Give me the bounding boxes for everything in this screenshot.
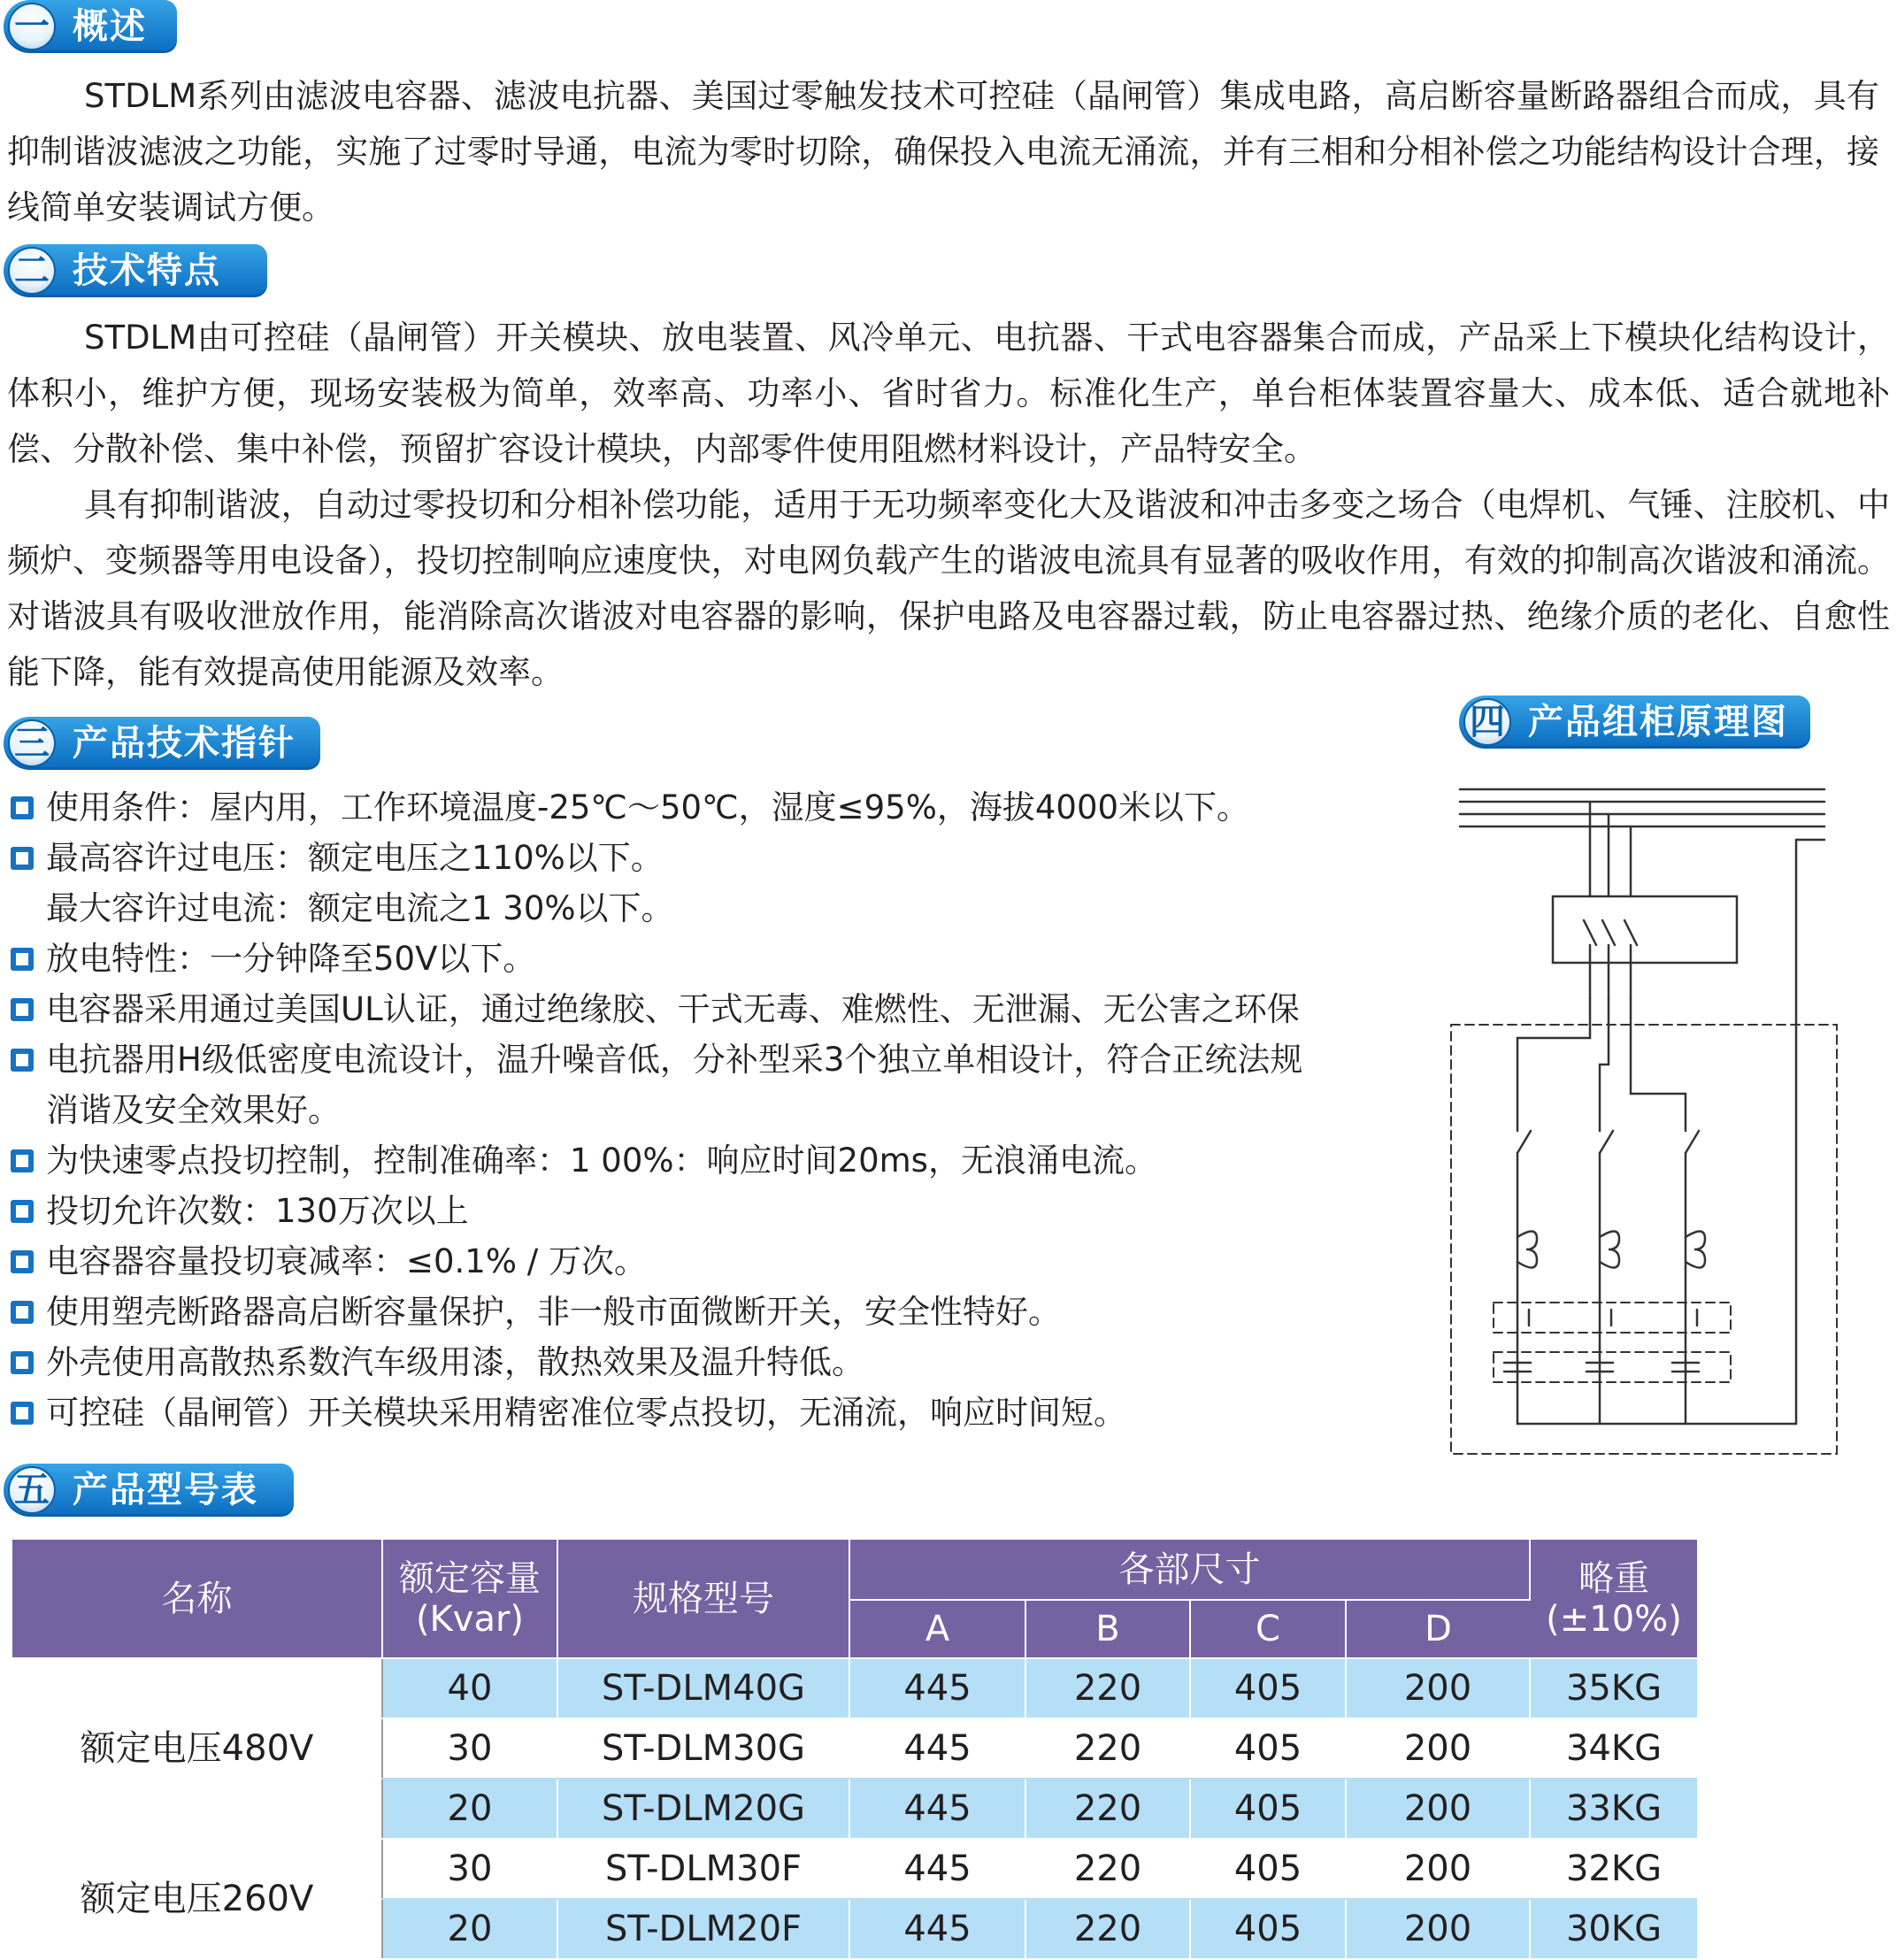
section-header-diagram: [1459, 696, 1810, 749]
square-bullet-icon: [11, 1149, 34, 1172]
dim-c-cell: 405: [1190, 1779, 1346, 1839]
capacity-cell: 30: [382, 1839, 557, 1899]
weight-cell: 30KG: [1530, 1899, 1697, 1959]
dim-d-cell: 200: [1346, 1899, 1530, 1959]
square-bullet-icon: [11, 796, 34, 819]
square-bullet-icon: [11, 948, 34, 971]
square-bullet-icon: [11, 1049, 34, 1072]
dim-c-cell: 405: [1190, 1718, 1346, 1779]
dim-d-cell: 200: [1346, 1839, 1530, 1899]
section-number-badge: 一: [8, 3, 56, 50]
weight-cell: 33KG: [1530, 1779, 1697, 1839]
dim-a-cell: 445: [849, 1718, 1025, 1779]
voltage-group-name: 额定电压480V: [12, 1658, 382, 1839]
section-header-features: [4, 244, 267, 297]
col-header-capacity: 额定容量 (Kvar): [382, 1540, 557, 1658]
features-paragraph-2: 具有抑制谐波，自动过零投切和分相补偿功能，适用于无功频率变化大及谐波和冲击多变之场合（电焊机、气锤、注胶机、中频炉、变频器等用电设备），投切控制响应速度快，对电网负载产生的谐波电流具有显著的吸收作用，有效的抑制高次谐波和涌流。对谐波具有吸收泄放作用，能消除高次谐波对电容器的影响，保护电路及电容器过载，防止电容器过热、绝缘介质的老化、自愈性能下降，能有效提高使用能源及效率。: [7, 486, 1890, 691]
dim-b-cell: 220: [1025, 1839, 1190, 1899]
section-header-specs: [4, 717, 320, 770]
square-bullet-icon: [11, 1351, 34, 1374]
section-title: 技术特点: [73, 250, 221, 291]
model-table: [12, 1540, 1697, 1960]
model-cell: ST-DLM40G: [557, 1658, 849, 1718]
dim-a-cell: 445: [849, 1779, 1025, 1839]
col-header-model: 规格型号: [557, 1540, 849, 1658]
spec-item: 使用塑壳断路器高启断容量保护，非一般市面微断开关，安全性特好。: [0, 1287, 1385, 1337]
spec-item: 投切允许次数：130万次以上: [0, 1186, 1385, 1236]
section-title: 产品技术指针: [73, 723, 296, 764]
col-header-c: C: [1190, 1600, 1346, 1658]
col-header-weight: 略重 (±10%): [1530, 1540, 1697, 1658]
square-bullet-icon: [11, 998, 34, 1021]
cabinet-schematic-diagram: [1442, 777, 1840, 1458]
dim-c-cell: 405: [1190, 1839, 1346, 1899]
spec-item-continued: 最大容许过电流：额定电流之1 30%以下。: [46, 889, 674, 927]
spec-item: 为快速零点投切控制，控制准确率：1 00%：响应时间20ms，无浪涌电流。: [0, 1135, 1385, 1186]
model-cell: ST-DLM30F: [557, 1839, 849, 1899]
square-bullet-icon: [11, 1200, 34, 1223]
spec-item: 可控硅（晶闸管）开关模块采用精密准位零点投切，无涌流，响应时间短。: [0, 1387, 1385, 1438]
dim-b-cell: 220: [1025, 1658, 1190, 1718]
capacity-cell: 40: [382, 1658, 557, 1718]
square-bullet-icon: [11, 1301, 34, 1324]
section-title: 概述: [73, 6, 147, 47]
model-cell: ST-DLM30G: [557, 1718, 849, 1779]
features-paragraph-1: STDLM由可控硅（晶闸管）开关模块、放电装置、风冷单元、电抗器、干式电容器集合而成，产品采上下模块化结构设计，体积小，维护方便，现场安装极为简单，效率高、功率小、省时省力。标准化生产，单台柜体装置容量大、成本低、适合就地补偿、分散补偿、集中补偿，预留扩容设计模块，内部零件使用阻燃材料设计，产品特安全。: [7, 319, 1890, 468]
section-header-overview: [4, 0, 177, 53]
spec-item: 使用条件：屋内用，工作环境温度-25℃～50℃，湿度≤95%，海拔4000米以下。: [0, 782, 1385, 833]
capacity-cell: 20: [382, 1899, 557, 1959]
dim-d-cell: 200: [1346, 1718, 1530, 1779]
col-header-d: D: [1346, 1600, 1530, 1658]
voltage-group-name: 额定电压260V: [12, 1839, 382, 1959]
model-cell: ST-DLM20G: [557, 1779, 849, 1839]
square-bullet-icon: [11, 847, 34, 870]
model-cell: ST-DLM20F: [557, 1899, 849, 1959]
table-row: [12, 1839, 1697, 1899]
dim-a-cell: 445: [849, 1658, 1025, 1718]
dim-c-cell: 405: [1190, 1658, 1346, 1718]
square-bullet-icon: [11, 1402, 34, 1425]
dim-a-cell: 445: [849, 1839, 1025, 1899]
capacity-cell: 20: [382, 1779, 557, 1839]
dim-d-cell: 200: [1346, 1779, 1530, 1839]
dim-b-cell: 220: [1025, 1779, 1190, 1839]
dim-b-cell: 220: [1025, 1899, 1190, 1959]
spec-item: 最高容许过电压：额定电压之110%以下。: [0, 833, 1385, 883]
overview-paragraph: STDLM系列由滤波电容器、滤波电抗器、美国过零触发技术可控硅（晶闸管）集成电路，高启断容量断路器组合而成，具有抑制谐波滤波之功能，实施了过零时导通，电流为零时切除，确保投入电流无涌流，并有三相和分相补偿之功能结构设计合理，接线简单安装调试方便。: [7, 77, 1879, 227]
square-bullet-icon: [11, 1250, 34, 1273]
col-header-name: 名称: [12, 1540, 382, 1658]
dim-c-cell: 405: [1190, 1899, 1346, 1959]
weight-cell: 34KG: [1530, 1718, 1697, 1779]
spec-item: 电容器容量投切衰减率：≤0.1% / 万次。: [0, 1236, 1385, 1287]
col-header-b: B: [1025, 1600, 1190, 1658]
section-number-badge: 五: [8, 1466, 56, 1514]
section-number-badge: 三: [8, 719, 56, 767]
spec-item: 放电特性：一分钟降至50V以下。: [0, 934, 1385, 984]
spec-item-continued: 消谐及安全效果好。: [46, 1091, 341, 1129]
table-row: [12, 1658, 1697, 1718]
capacity-cell: 30: [382, 1718, 557, 1779]
dim-b-cell: 220: [1025, 1718, 1190, 1779]
section-header-models: [4, 1464, 294, 1517]
weight-cell: 32KG: [1530, 1839, 1697, 1899]
spec-item: 外壳使用高散热系数汽车级用漆，散热效果及温升特低。: [0, 1337, 1385, 1387]
spec-item: 电抗器用H级低密度电流设计，温升噪音低，分补型采3个独立单相设计，符合正统法规: [0, 1034, 1385, 1085]
weight-cell: 35KG: [1530, 1658, 1697, 1718]
col-header-a: A: [849, 1600, 1025, 1658]
dim-d-cell: 200: [1346, 1658, 1530, 1718]
col-header-dimensions: 各部尺寸: [849, 1540, 1530, 1600]
section-number-badge: 四: [1463, 698, 1511, 746]
spec-list: [0, 782, 1385, 1438]
spec-item: 电容器采用通过美国UL认证，通过绝缘胶、干式无毒、难燃性、无泄漏、无公害之环保: [0, 984, 1385, 1034]
section-number-badge: 二: [8, 247, 56, 295]
section-title: 产品型号表: [73, 1470, 258, 1510]
section-title: 产品组柜原理图: [1528, 702, 1788, 742]
dim-a-cell: 445: [849, 1899, 1025, 1959]
